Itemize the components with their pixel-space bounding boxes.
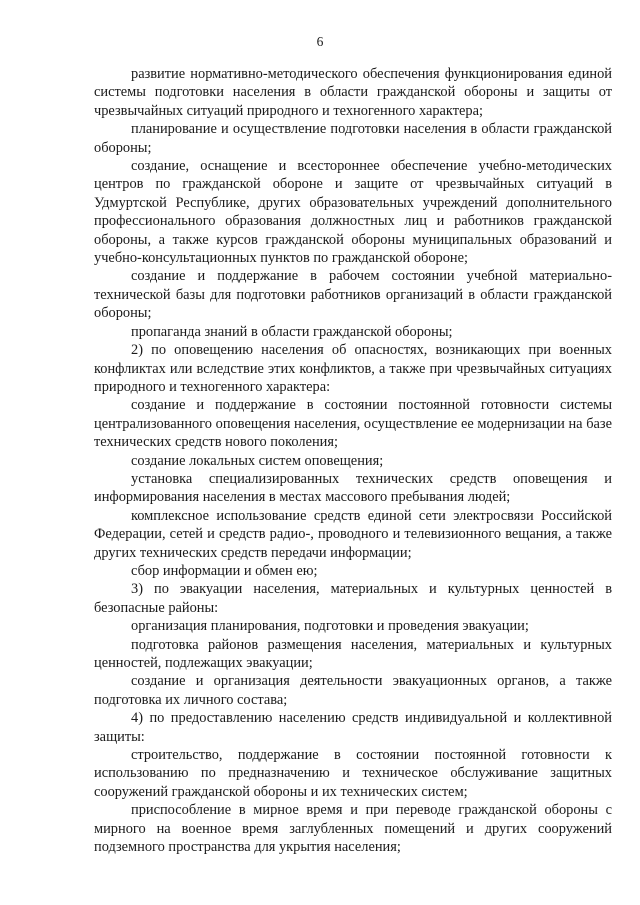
paragraph-8: создание локальных систем оповещения; bbox=[131, 452, 384, 469]
paragraph-17: строительство, поддержание в состоянии постоянной готовности к использованию по предназначению и техническое обслуживание защитных сооружений гражданской обороны и их технических систем; bbox=[94, 747, 612, 800]
paragraph-1: развитие нормативно-методического обеспечения функционирования единой системы подготовки населения в области гражданской обороны и защиты от чрезвычайных ситуаций природного и техногенного характера; bbox=[94, 66, 612, 119]
paragraph-15: создание и организация деятельности эвакуационных органов, а также подготовка их личного состава; bbox=[94, 673, 612, 708]
paragraph-5: пропаганда знаний в области гражданской обороны; bbox=[131, 323, 453, 340]
paragraph-12: 3) по эвакуации населения, материальных и культурных ценностей в безопасные районы: bbox=[94, 581, 612, 616]
page-number: 6 bbox=[316, 34, 324, 49]
paragraph-13: организация планирования, подготовки и проведения эвакуации; bbox=[131, 618, 529, 635]
paragraph-18: приспособление в мирное время и при переводе гражданской обороны с мирного на военное время заглубленных помещений и других сооружений подземного пространства для укрытия населения; bbox=[94, 802, 612, 856]
paragraph-11: сбор информации и обмен ею; bbox=[131, 562, 318, 579]
document-body bbox=[94, 65, 612, 856]
paragraph-16: 4) по предоставлению населению средств индивидуальной и коллективной защиты: bbox=[94, 710, 612, 745]
paragraph-7: создание и поддержание в состоянии постоянной готовности системы централизованного оповещения населения, осуществление ее модернизации на базе технических средств нового поколения; bbox=[94, 397, 612, 451]
paragraph-10: комплексное использование средств единой сети электросвязи Российской Федерации, сетей и средств радио-, проводного и телевизионного вещания, а также других технических средств передачи информации; bbox=[94, 507, 612, 561]
paragraph-4: создание и поддержание в рабочем состоянии учебной материально-технической базы для подготовки работников организаций в области гражданской обороны; bbox=[94, 268, 612, 322]
paragraph-6: 2) по оповещению населения об опасностях, возникающих при военных конфликтах или вследствие этих конфликтов, а также при чрезвычайных ситуациях природного и техногенного характера: bbox=[94, 342, 612, 395]
paragraph-2: планирование и осуществление подготовки населения в области гражданской обороны; bbox=[94, 121, 612, 156]
paragraph-3: создание, оснащение и всестороннее обеспечение учебно-методических центров по гражданской обороне и защите от чрезвычайных ситуаций в Удмуртской Республике, других образовательных учреждений дополнительного профессионального образования должностных лиц и работников гражданской обороны, а также курсов гражданской обороны муниципальных образований и учебно-консультационных пунктов по гражданской обороне; bbox=[94, 158, 612, 267]
paragraph-14: подготовка районов размещения населения, материальных и культурных ценностей, подлежащих эвакуации; bbox=[94, 636, 612, 671]
paragraph-9: установка специализированных технических средств оповещения и информирования населения в местах массового пребывания людей; bbox=[94, 470, 612, 506]
